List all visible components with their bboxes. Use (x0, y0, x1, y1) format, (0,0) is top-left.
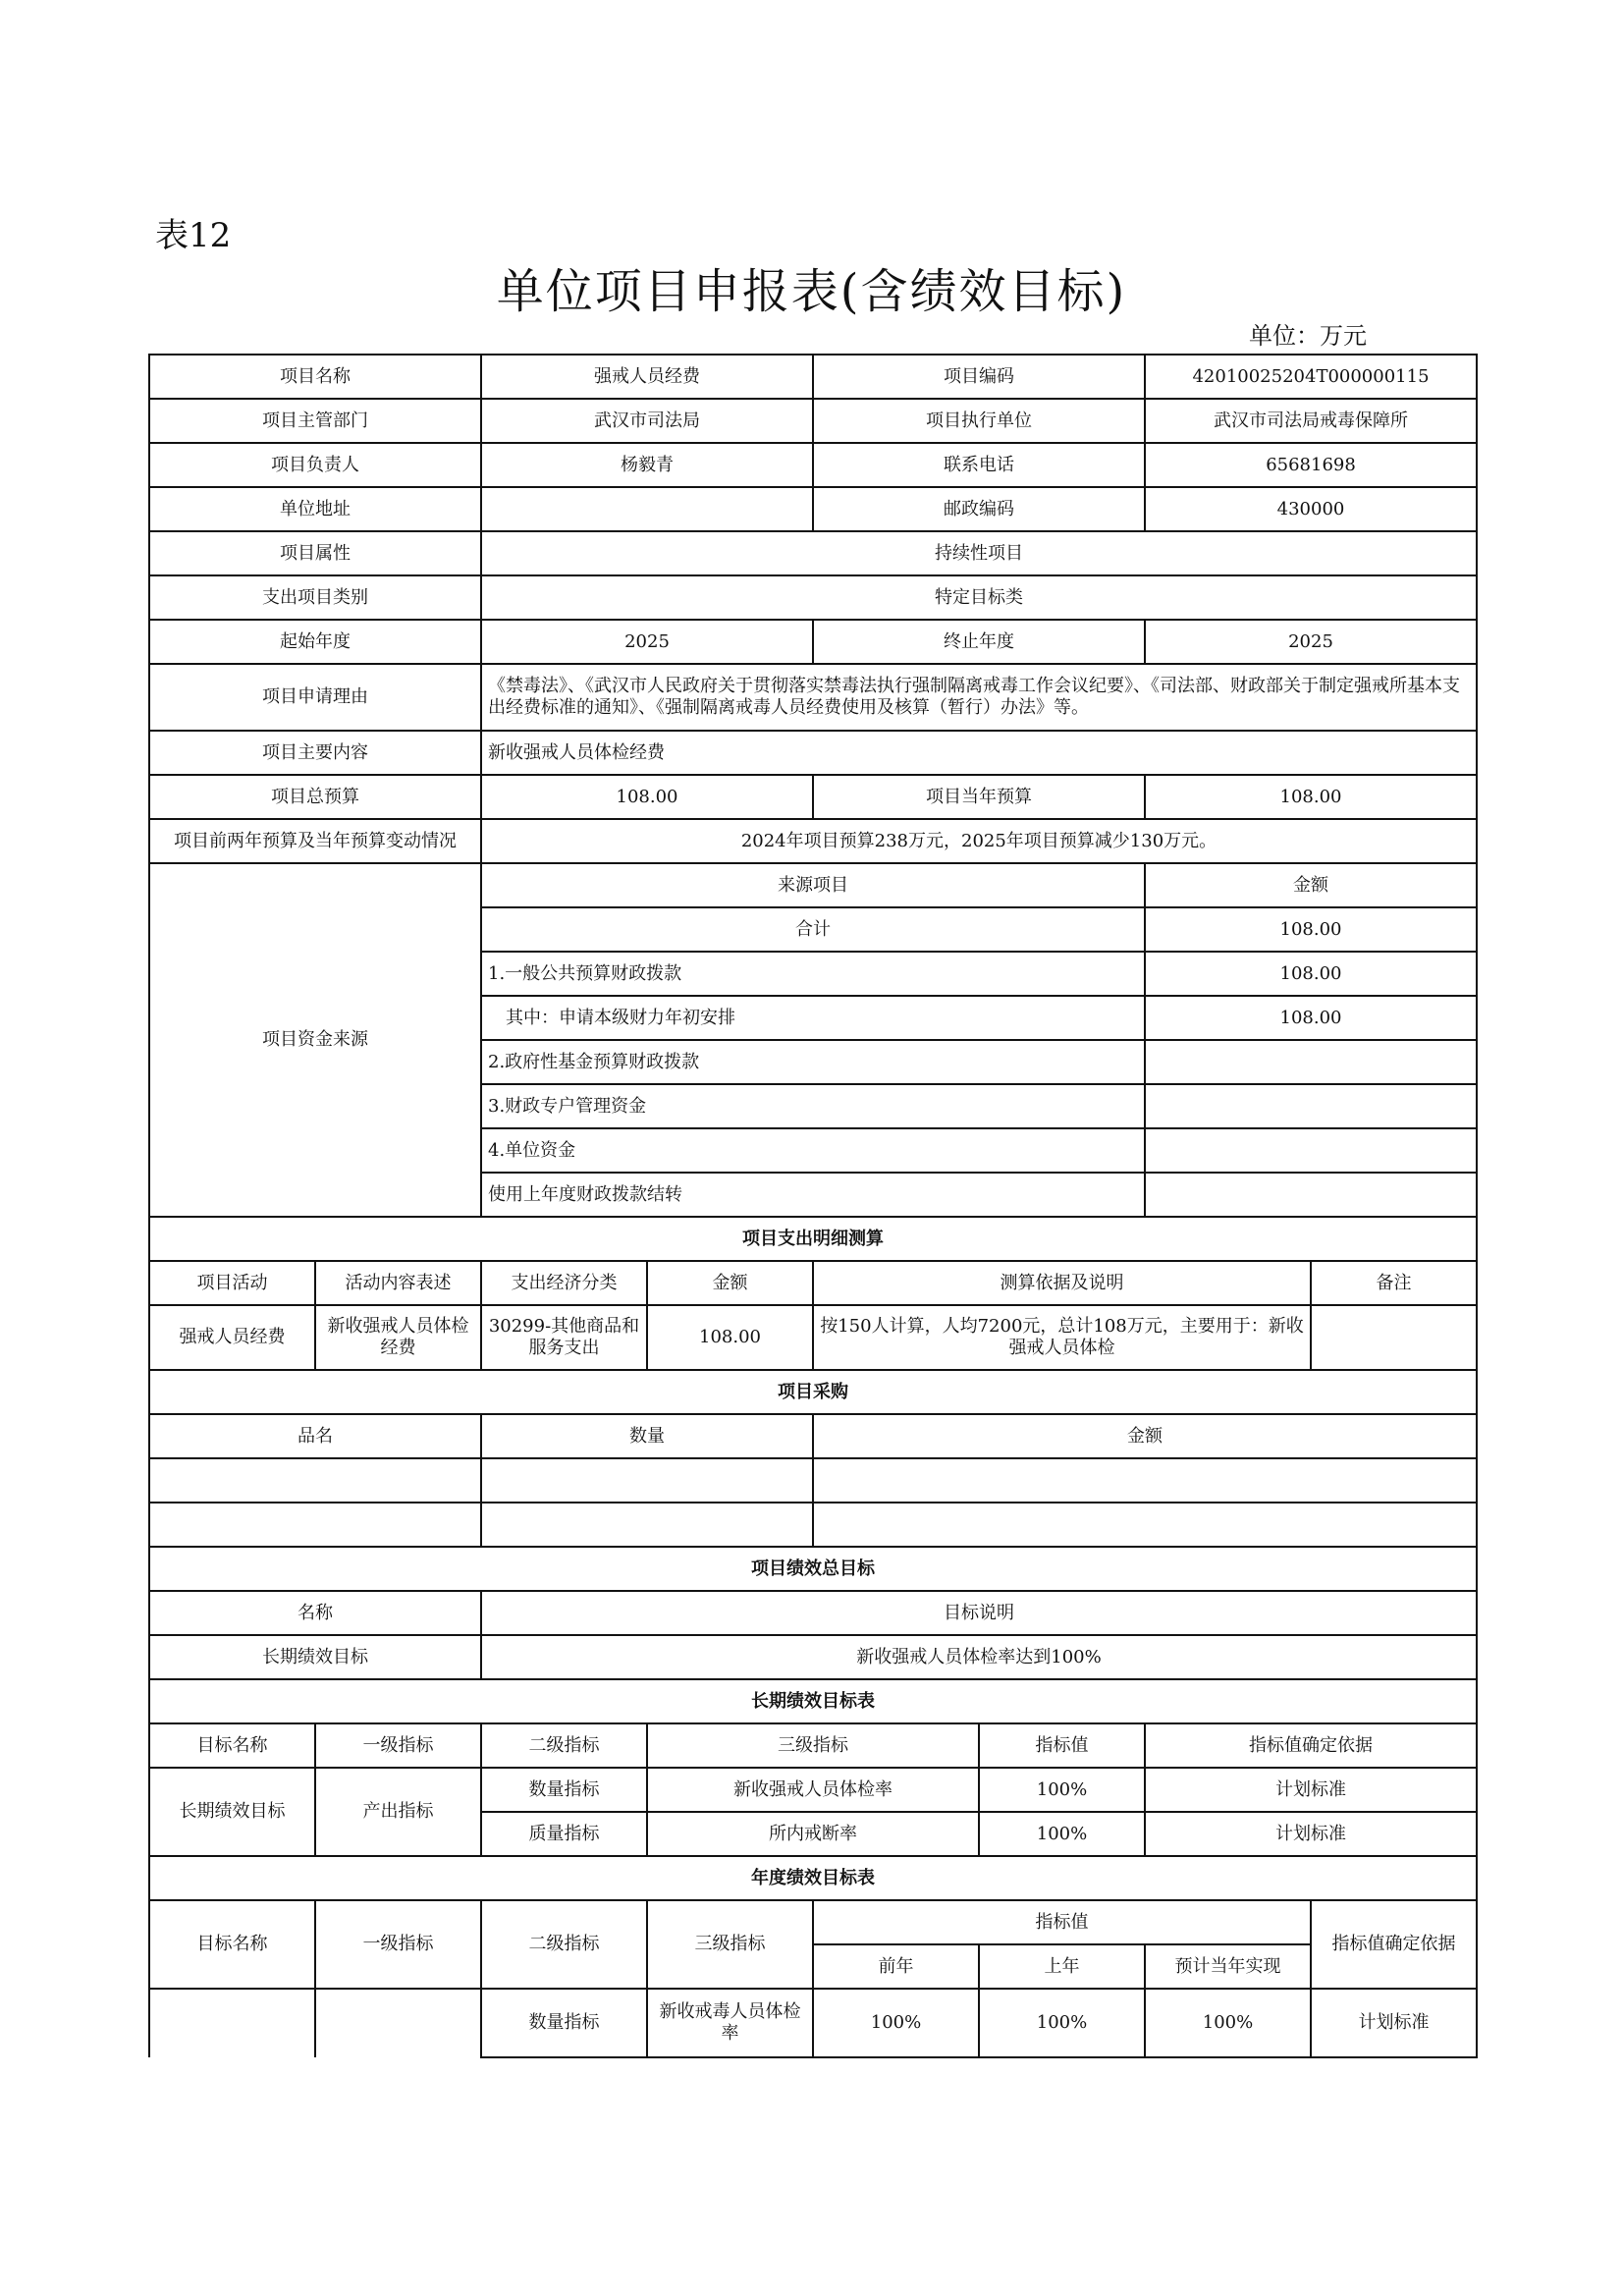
exec-unit-label: 项目执行单位 (813, 399, 1145, 443)
long-term-basis: 计划标准 (1145, 1812, 1477, 1856)
expense-header-econ: 支出经济分类 (481, 1261, 647, 1305)
project-code-label: 项目编码 (813, 355, 1145, 399)
start-year-label: 起始年度 (149, 620, 481, 664)
overall-section-title: 项目绩效总目标 (149, 1547, 1477, 1591)
reason-label: 项目申请理由 (149, 664, 481, 731)
expense-amount: 108.00 (647, 1305, 813, 1370)
row-long-term-section (149, 1679, 1477, 1723)
long-term-row (149, 1768, 1477, 1812)
long-term-header-basis: 指标值确定依据 (1145, 1723, 1477, 1768)
category-label: 支出项目类别 (149, 575, 481, 620)
content-label: 项目主要内容 (149, 731, 481, 775)
project-form-table (148, 354, 1478, 2058)
expense-note (1311, 1305, 1477, 1370)
row-project-name (149, 355, 1477, 399)
content-value: 新收强戒人员体检经费 (481, 731, 1477, 775)
row-budget (149, 775, 1477, 819)
expense-basis: 按150人计算，人均7200元，总计108万元，主要用于：新收强戒人员体检 (813, 1305, 1311, 1370)
category-value: 特定目标类 (481, 575, 1477, 620)
annual-goal (149, 1989, 315, 2057)
procurement-name (149, 1458, 481, 1503)
overall-goal-desc: 新收强戒人员体检率达到100% (481, 1635, 1477, 1679)
long-term-level2: 数量指标 (481, 1768, 647, 1812)
total-budget-label: 项目总预算 (149, 775, 481, 819)
row-years (149, 620, 1477, 664)
annual-level3: 新收戒毒人员体检率 (647, 1989, 813, 2057)
row-expense-header (149, 1261, 1477, 1305)
phone-value: 65681698 (1145, 443, 1477, 487)
total-budget-value: 108.00 (481, 775, 813, 819)
year-budget-label: 项目当年预算 (813, 775, 1145, 819)
long-term-goal: 长期绩效目标 (149, 1768, 315, 1856)
project-name-value: 强戒人员经费 (481, 355, 813, 399)
expense-section-title: 项目支出明细测算 (149, 1217, 1477, 1261)
procurement-header-amount: 金额 (813, 1414, 1477, 1458)
procurement-row (149, 1503, 1477, 1547)
annual-subheader-prev1: 上年 (979, 1944, 1145, 1989)
phone-label: 联系电话 (813, 443, 1145, 487)
address-value (481, 487, 813, 531)
exec-unit-value: 武汉市司法局戒毒保障所 (1145, 399, 1477, 443)
page-title: 单位项目申报表(含绩效目标) (496, 264, 1127, 319)
procurement-qty (481, 1503, 813, 1547)
unit-label: 单位：万元 (1249, 322, 1367, 350)
long-term-value: 100% (979, 1812, 1145, 1856)
change-value: 2024年项目预算238万元，2025年项目预算减少130万元。 (481, 819, 1477, 863)
procurement-qty (481, 1458, 813, 1503)
procurement-amount (813, 1458, 1477, 1503)
row-address (149, 487, 1477, 531)
annual-header-level2: 二级指标 (481, 1900, 647, 1989)
row-procurement-header (149, 1414, 1477, 1458)
row-funding-header (149, 863, 1477, 907)
funding-label: 项目资金来源 (149, 863, 481, 1217)
dept-value: 武汉市司法局 (481, 399, 813, 443)
funding-source: 合计 (481, 907, 1145, 952)
dept-label: 项目主管部门 (149, 399, 481, 443)
funding-amount: 108.00 (1145, 907, 1477, 952)
annual-row (149, 1989, 1477, 2057)
funding-source: 4.单位资金 (481, 1128, 1145, 1173)
annual-basis: 计划标准 (1311, 1989, 1477, 2057)
row-attribute (149, 531, 1477, 575)
postcode-label: 邮政编码 (813, 487, 1145, 531)
long-term-level2: 质量指标 (481, 1812, 647, 1856)
annual-header-level3: 三级指标 (647, 1900, 813, 1989)
expense-econ: 30299-其他商品和服务支出 (481, 1305, 647, 1370)
expense-header-activity: 项目活动 (149, 1261, 315, 1305)
address-label: 单位地址 (149, 487, 481, 531)
funding-amount (1145, 1128, 1477, 1173)
row-category (149, 575, 1477, 620)
row-annual-header (149, 1900, 1477, 1944)
row-department (149, 399, 1477, 443)
row-overall-goal (149, 1635, 1477, 1679)
annual-level1 (315, 1989, 481, 2057)
funding-amount (1145, 1173, 1477, 1217)
row-leader (149, 443, 1477, 487)
row-procurement-section (149, 1370, 1477, 1414)
funding-source: 其中：申请本级财力年初安排 (481, 996, 1145, 1040)
long-term-level3: 所内戒断率 (647, 1812, 979, 1856)
annual-prev2: 100% (813, 1989, 979, 2057)
row-reason (149, 664, 1477, 731)
procurement-row (149, 1458, 1477, 1503)
funding-col-amount: 金额 (1145, 863, 1477, 907)
annual-header-basis: 指标值确定依据 (1311, 1900, 1477, 1989)
row-overall-section (149, 1547, 1477, 1591)
change-label: 项目前两年预算及当年预算变动情况 (149, 819, 481, 863)
annual-section-title: 年度绩效目标表 (149, 1856, 1477, 1900)
table-number: 表12 (155, 216, 232, 255)
annual-prev1: 100% (979, 1989, 1145, 2057)
row-content (149, 731, 1477, 775)
attr-value: 持续性项目 (481, 531, 1477, 575)
annual-subheader-current: 预计当年实现 (1145, 1944, 1311, 1989)
funding-source: 3.财政专户管理资金 (481, 1084, 1145, 1128)
long-term-value: 100% (979, 1768, 1145, 1812)
overall-col-name: 名称 (149, 1591, 481, 1635)
row-annual-section (149, 1856, 1477, 1900)
annual-current: 100% (1145, 1989, 1311, 2057)
long-term-level1: 产出指标 (315, 1768, 481, 1856)
long-term-header-goal: 目标名称 (149, 1723, 315, 1768)
row-overall-header (149, 1591, 1477, 1635)
postcode-value: 430000 (1145, 487, 1477, 531)
funding-amount (1145, 1084, 1477, 1128)
leader-value: 杨毅青 (481, 443, 813, 487)
funding-amount: 108.00 (1145, 952, 1477, 996)
procurement-header-qty: 数量 (481, 1414, 813, 1458)
expense-header-note: 备注 (1311, 1261, 1477, 1305)
overall-goal-name: 长期绩效目标 (149, 1635, 481, 1679)
long-term-section-title: 长期绩效目标表 (149, 1679, 1477, 1723)
long-term-header-value: 指标值 (979, 1723, 1145, 1768)
funding-source: 2.政府性基金预算财政拨款 (481, 1040, 1145, 1084)
annual-subheader-prev2: 前年 (813, 1944, 979, 1989)
long-term-header-level1: 一级指标 (315, 1723, 481, 1768)
long-term-header-level2: 二级指标 (481, 1723, 647, 1768)
procurement-header-name: 品名 (149, 1414, 481, 1458)
start-year-value: 2025 (481, 620, 813, 664)
long-term-header-level3: 三级指标 (647, 1723, 979, 1768)
row-budget-change (149, 819, 1477, 863)
funding-source: 1.一般公共预算财政拨款 (481, 952, 1145, 996)
long-term-basis: 计划标准 (1145, 1768, 1477, 1812)
long-term-level3: 新收强戒人员体检率 (647, 1768, 979, 1812)
expense-header-desc: 活动内容表述 (315, 1261, 481, 1305)
funding-amount (1145, 1040, 1477, 1084)
project-code-value: 42010025204T000000115 (1145, 355, 1477, 399)
end-year-label: 终止年度 (813, 620, 1145, 664)
row-expense-section (149, 1217, 1477, 1261)
annual-header-goal: 目标名称 (149, 1900, 315, 1989)
reason-value: 《禁毒法》、《武汉市人民政府关于贯彻落实禁毒法执行强制隔离戒毒工作会议纪要》、《司法部、财政部关于制定强戒所基本支出经费标准的通知》、《强制隔离戒毒人员经费使用及核算（暂行）办法》等。 (481, 664, 1477, 731)
overall-col-desc: 目标说明 (481, 1591, 1477, 1635)
year-budget-value: 108.00 (1145, 775, 1477, 819)
procurement-name (149, 1503, 481, 1547)
expense-header-amount: 金额 (647, 1261, 813, 1305)
annual-header-level1: 一级指标 (315, 1900, 481, 1989)
end-year-value: 2025 (1145, 620, 1477, 664)
expense-row (149, 1305, 1477, 1370)
annual-level2: 数量指标 (481, 1989, 647, 2057)
procurement-section-title: 项目采购 (149, 1370, 1477, 1414)
row-long-term-header (149, 1723, 1477, 1768)
funding-col-source: 来源项目 (481, 863, 1145, 907)
project-name-label: 项目名称 (149, 355, 481, 399)
funding-source: 使用上年度财政拨款结转 (481, 1173, 1145, 1217)
expense-activity: 强戒人员经费 (149, 1305, 315, 1370)
procurement-amount (813, 1503, 1477, 1547)
funding-amount: 108.00 (1145, 996, 1477, 1040)
expense-header-basis: 测算依据及说明 (813, 1261, 1311, 1305)
leader-label: 项目负责人 (149, 443, 481, 487)
expense-desc: 新收强戒人员体检经费 (315, 1305, 481, 1370)
attr-label: 项目属性 (149, 531, 481, 575)
annual-header-value: 指标值 (813, 1900, 1311, 1944)
